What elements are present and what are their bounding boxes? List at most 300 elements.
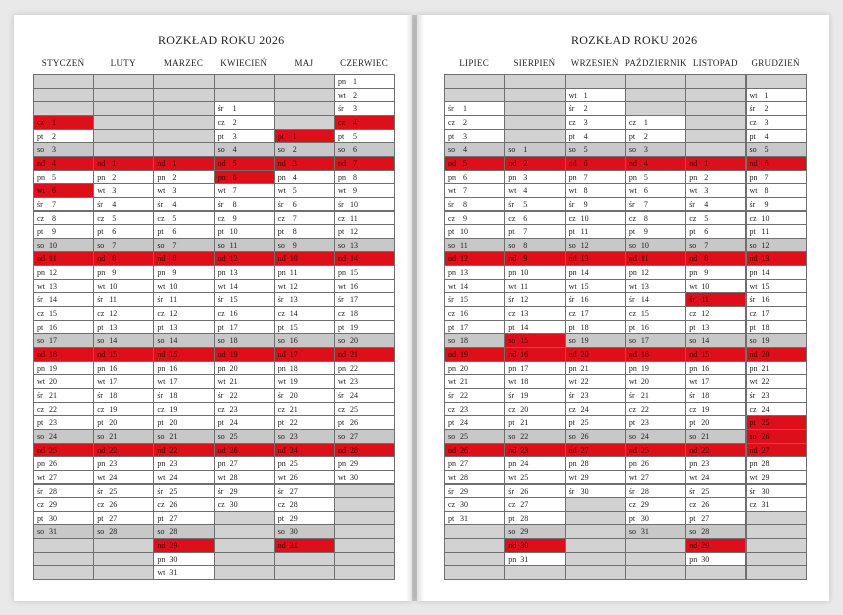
day-number: 20 [640,377,649,387]
weekday-label: nd [628,158,637,168]
day-cell [274,183,335,198]
day-cell [625,129,686,144]
day-cell [565,388,626,403]
weekday-label: wt [689,186,698,196]
day-number: 12 [640,268,649,278]
day-number: 31 [289,541,298,551]
day-cell [504,511,565,526]
day-cell [444,238,505,253]
day-number: 26 [460,445,468,455]
day-number: 1 [583,90,588,100]
day-cell [214,456,275,471]
weekday-label: pt [448,513,455,523]
day-cell [625,238,686,253]
day-cell [444,320,505,335]
day-number: 15 [109,350,118,359]
empty-cell [93,538,154,553]
day-number: 7 [232,186,237,196]
weekday-label: so [217,240,225,250]
weekday-label: śr [689,295,695,305]
day-number: 17 [701,377,710,387]
day-cell [153,279,214,294]
day-cell [504,347,565,362]
empty-cell [33,538,94,553]
weekday-label: wt [568,472,577,482]
day-number: 1 [463,104,467,114]
empty-cell [33,101,94,116]
empty-cell [504,74,565,89]
weekday-label: nd [338,254,346,264]
weekday-label: pn [508,459,517,469]
day-cell [746,224,807,239]
weekday-label: pn [37,459,45,469]
day-number: 5 [764,145,769,155]
day-cell [93,320,154,335]
day-cell [504,388,565,403]
day-number: 4 [232,145,237,155]
day-number: 13 [520,309,529,319]
weekday-label: pt [277,322,285,332]
day-number: 27 [761,445,770,455]
day-number: 6 [463,172,467,182]
weekday-label: nd [277,350,286,359]
day-cell [334,265,395,280]
day-number: 10 [229,227,238,237]
weekday-label: śr [217,295,224,305]
weekday-label: nd [37,158,45,168]
weekday-label: śr [157,486,164,496]
weekday-label: cz [338,213,346,223]
day-cell [444,429,505,444]
day-number: 5 [112,213,117,223]
weekday-label: nd [689,350,698,359]
empty-cell [153,142,214,157]
day-number: 13 [761,254,770,264]
day-cell [746,374,807,389]
day-cell [504,197,565,212]
day-cell [274,251,335,266]
day-number: 20 [169,418,178,428]
day-cell [214,183,275,198]
weekday-label: nd [217,254,226,264]
weekday-label: pt [217,227,224,237]
day-cell [93,306,154,321]
day-number: 22 [580,377,589,387]
day-number: 4 [52,158,56,168]
weekday-label: so [689,336,697,346]
day-number: 25 [229,431,238,441]
day-number: 9 [232,213,237,223]
weekday-label: śr [37,390,43,400]
weekday-label: pt [97,322,104,332]
weekday-label: wt [157,186,166,196]
weekday-label: cz [749,117,757,127]
day-number: 17 [350,295,358,305]
weekday-label: pt [628,418,636,428]
day-cell [274,347,335,362]
day-number: 1 [172,158,177,168]
weekday-label: śr [568,104,575,114]
day-cell [33,265,94,280]
day-number: 17 [761,309,770,319]
weekday-label: pn [97,459,106,469]
month-header: MAJ [294,58,314,68]
day-cell [274,429,335,444]
day-number: 7 [292,213,297,223]
empty-cell [444,552,505,567]
day-cell [274,170,335,185]
day-cell [274,470,335,485]
day-number: 24 [49,431,57,441]
day-number: 31 [49,527,57,537]
day-cell [746,183,807,198]
day-number: 4 [112,199,117,209]
day-number: 5 [463,158,467,168]
weekday-label: śr [37,295,43,305]
day-number: 29 [640,500,649,510]
weekday-label: wt [749,377,758,387]
month-header: PAŹDZIERNIK [624,58,687,68]
empty-cell [93,88,154,103]
day-number: 30 [520,541,529,551]
day-cell [334,361,395,376]
day-number: 28 [580,459,589,469]
day-number: 26 [350,418,358,428]
day-cell [274,361,335,376]
day-number: 12 [761,240,770,250]
day-number: 3 [172,186,177,196]
weekday-label: so [97,527,105,537]
day-number: 16 [701,363,710,373]
day-number: 29 [49,500,57,510]
day-cell [153,320,214,335]
weekday-label: cz [568,309,576,319]
empty-cell [746,524,807,539]
day-cell [33,129,94,144]
weekday-label: nd [628,445,637,455]
weekday-label: pt [157,322,164,332]
day-cell [625,497,686,512]
empty-cell [274,101,335,116]
weekday-label: wt [568,90,577,100]
day-cell [746,306,807,321]
day-cell [444,415,505,430]
day-number: 13 [169,322,178,332]
day-number: 24 [761,404,770,414]
weekday-label: nd [338,350,346,359]
month-header: LISTOPAD [692,58,738,68]
day-cell [274,524,335,539]
weekday-label: wt [217,281,226,291]
day-number: 2 [704,172,709,182]
empty-cell [504,565,565,580]
day-number: 13 [49,281,57,291]
day-number: 4 [463,145,467,155]
day-cell [274,538,335,553]
day-cell [685,415,746,430]
empty-cell [504,101,565,116]
weekday-label: nd [217,350,226,359]
day-cell [565,292,626,307]
day-cell [274,497,335,512]
weekday-label: pn [157,268,166,278]
weekday-label: pn [448,459,456,469]
day-cell [444,224,505,239]
day-cell [153,156,214,171]
day-number: 7 [52,199,56,209]
day-cell [214,170,275,185]
day-number: 23 [460,404,468,414]
day-number: 31 [460,513,468,523]
day-number: 25 [701,486,710,496]
empty-cell [214,538,275,553]
empty-cell [746,511,807,526]
weekday-label: pt [37,418,44,428]
day-number: 11 [520,281,528,291]
day-number: 23 [701,459,710,469]
day-cell [625,361,686,376]
weekday-label: nd [689,445,698,455]
day-number: 10 [289,254,298,264]
day-cell [153,429,214,444]
day-cell [746,361,807,376]
weekday-label: pn [277,459,286,469]
weekday-label: so [508,336,516,346]
empty-cell [93,142,154,157]
day-number: 9 [353,186,357,196]
day-number: 12 [289,281,298,291]
weekday-label: pt [749,322,756,332]
day-cell [504,524,565,539]
day-number: 30 [350,472,358,482]
weekday-label: so [448,240,456,250]
day-cell [625,347,686,362]
weekday-label: pt [628,227,636,237]
day-cell [33,333,94,348]
weekday-label: nd [157,445,166,455]
day-cell [565,197,626,212]
day-cell [504,402,565,417]
weekday-label: wt [448,472,456,482]
day-number: 29 [289,513,298,523]
day-number: 17 [289,350,298,359]
weekday-label: wt [568,377,577,387]
day-cell [504,224,565,239]
empty-cell [685,88,746,103]
day-cell [625,320,686,335]
day-number: 13 [350,240,358,250]
day-cell [274,211,335,226]
weekday-label: cz [97,213,105,223]
day-cell [274,129,335,144]
day-cell [746,265,807,280]
day-cell [214,388,275,403]
weekday-label: cz [97,404,105,414]
day-cell [153,497,214,512]
day-number: 25 [520,472,529,482]
weekday-label: śr [568,486,575,496]
day-number: 2 [523,158,528,168]
day-number: 13 [701,322,710,332]
day-cell [214,361,275,376]
weekday-label: cz [689,404,697,414]
weekday-label: nd [157,350,166,359]
day-cell [685,511,746,526]
day-number: 20 [229,363,238,373]
day-number: 23 [520,445,529,455]
weekday-label: śr [97,295,103,305]
day-cell [504,538,565,553]
weekday-label: śr [749,486,756,496]
day-number: 12 [109,309,118,319]
weekday-label: cz [448,404,456,414]
day-number: 30 [701,554,710,564]
weekday-label: cz [749,500,757,510]
day-number: 1 [353,77,357,86]
day-number: 4 [583,131,588,141]
weekday-label: pt [277,131,285,141]
day-cell [93,361,154,376]
weekday-label: pn [448,268,456,278]
weekday-label: wt [508,281,517,291]
day-number: 15 [580,281,589,291]
day-cell [153,333,214,348]
day-cell [504,361,565,376]
day-number: 10 [761,213,770,223]
day-cell [274,374,335,389]
day-number: 30 [169,554,178,564]
day-number: 25 [169,486,178,496]
day-number: 2 [292,145,297,155]
day-number: 4 [172,199,177,209]
day-cell [33,511,94,526]
weekday-label: śr [338,390,344,400]
day-cell [33,238,94,253]
empty-cell [214,552,275,567]
weekday-label: so [157,240,165,250]
day-number: 22 [640,404,649,414]
day-cell [153,224,214,239]
weekday-label: pn [689,554,698,564]
day-number: 12 [49,268,57,278]
day-number: 12 [701,309,710,319]
day-cell [746,333,807,348]
weekday-label: śr [689,486,695,496]
empty-cell [685,142,746,157]
book-gutter [406,15,424,601]
day-number: 30 [580,486,589,496]
day-cell [33,361,94,376]
weekday-label: pt [277,418,285,428]
day-number: 21 [460,377,468,387]
day-cell [93,497,154,512]
day-cell [565,183,626,198]
day-cell [625,388,686,403]
weekday-label: pt [749,131,756,141]
day-number: 19 [520,390,529,400]
day-number: 22 [520,431,529,441]
day-number: 22 [460,390,468,400]
day-cell [33,524,94,539]
weekday-label: śr [568,199,575,209]
weekday-label: pn [217,172,226,182]
day-cell [334,415,395,430]
day-number: 12 [460,254,468,264]
weekday-label: nd [508,445,517,455]
day-number: 3 [292,158,297,168]
day-cell [565,170,626,185]
day-cell [334,251,395,266]
day-cell [153,470,214,485]
day-number: 20 [460,363,468,373]
day-cell [746,292,807,307]
day-cell [444,511,505,526]
weekday-label: wt [448,281,456,291]
weekday-label: cz [157,500,165,510]
weekday-label: pt [217,322,224,332]
day-number: 6 [112,227,117,237]
day-number: 6 [643,186,648,196]
day-cell [625,279,686,294]
day-cell [746,211,807,226]
weekday-label: wt [568,281,577,291]
day-cell [504,265,565,280]
empty-cell [565,524,626,539]
day-cell [565,211,626,226]
day-cell [33,484,94,499]
day-number: 2 [764,104,769,114]
day-cell [33,320,94,335]
empty-cell [444,565,505,580]
weekday-label: pt [448,322,455,332]
weekday-label: śr [749,390,756,400]
day-number: 21 [701,431,710,441]
day-number: 19 [350,322,358,332]
weekday-label: śr [277,390,284,400]
day-number: 27 [701,513,710,523]
day-cell [746,129,807,144]
day-number: 2 [232,117,237,127]
day-cell [625,511,686,526]
day-cell [746,279,807,294]
day-number: 14 [761,268,770,278]
day-cell [625,292,686,307]
day-cell [93,224,154,239]
day-cell [214,238,275,253]
weekday-label: wt [508,472,517,482]
day-number: 19 [229,350,238,359]
weekday-label: cz [508,309,516,319]
day-cell [93,415,154,430]
weekday-label: cz [508,404,516,414]
day-number: 23 [229,404,238,414]
day-cell [685,497,746,512]
weekday-label: so [749,336,757,346]
day-number: 5 [292,186,297,196]
weekday-label: pt [277,227,285,237]
day-cell [33,170,94,185]
day-number: 3 [764,117,769,127]
weekday-label: pt [689,418,696,428]
weekday-label: wt [97,377,106,387]
day-cell [33,443,94,458]
day-number: 3 [643,145,648,155]
day-cell [685,361,746,376]
weekday-label: nd [277,541,286,551]
day-cell [504,238,565,253]
day-cell [334,320,395,335]
day-number: 17 [640,336,649,346]
